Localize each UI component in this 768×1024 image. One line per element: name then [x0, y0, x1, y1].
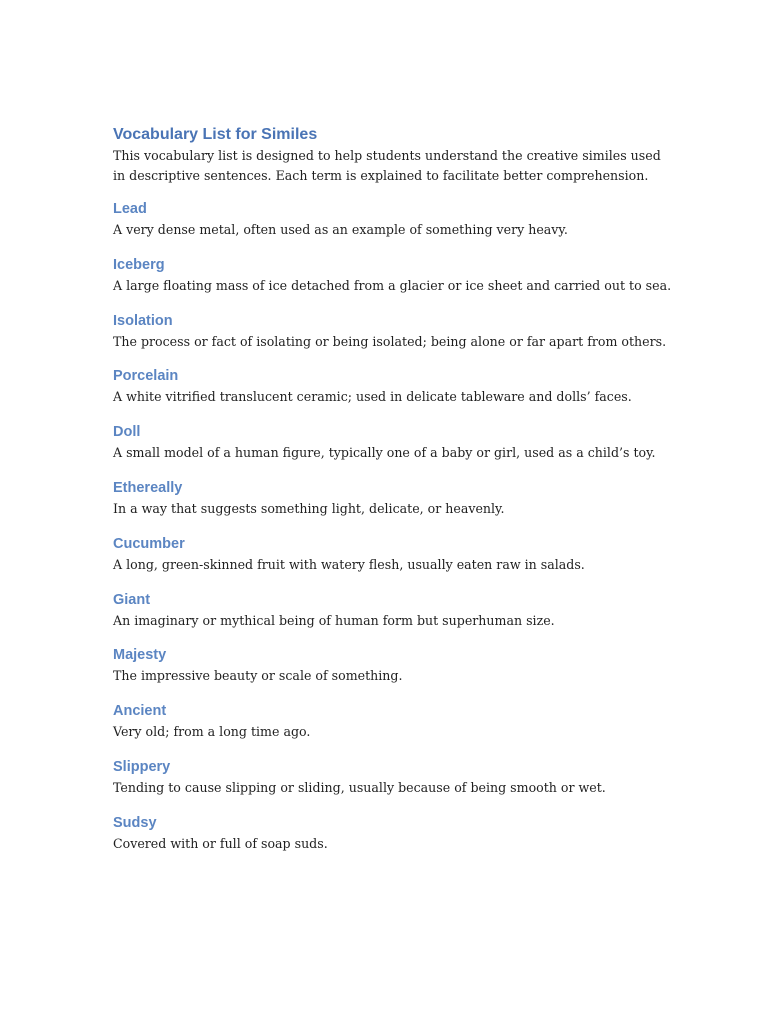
vocab-definition: A large floating mass of ice detached from a glacier or ice sheet and carried out to sea. — [113, 277, 672, 293]
vocab-definition: A very dense metal, often used as an example of something very heavy. — [113, 222, 568, 237]
vocab-term: Slippery — [113, 758, 171, 775]
vocab-definition: In a way that suggests something light, delicate, or heavenly. — [113, 500, 505, 516]
vocab-definition: Tending to cause slipping or sliding, usually because of being smooth or wet. — [113, 779, 606, 795]
vocab-term: Majesty — [113, 647, 167, 664]
vocab-definition: A small model of a human figure, typically one of a baby or girl, used as a child’s toy. — [113, 445, 656, 461]
vocab-term: Giant — [113, 591, 151, 608]
vocab-term: Sudsy — [113, 814, 157, 831]
vocab-entry — [113, 365, 673, 421]
document-page — [113, 124, 673, 868]
vocab-entry — [113, 700, 673, 756]
vocab-term: Ancient — [113, 703, 167, 720]
vocab-entry — [113, 589, 673, 645]
vocab-entry — [113, 477, 673, 533]
vocab-term: Isolation — [113, 312, 173, 329]
vocab-term: Ethereally — [113, 479, 183, 496]
vocab-term: Cucumber — [113, 535, 185, 552]
vocab-entry — [113, 756, 673, 812]
vocab-entry — [113, 533, 673, 589]
vocab-definition: Very old; from a long time ago. — [113, 724, 311, 740]
vocab-definition: The impressive beauty or scale of something. — [113, 668, 403, 684]
vocab-term: Iceberg — [113, 256, 165, 273]
vocab-entry — [113, 644, 673, 700]
vocab-entry — [113, 254, 673, 310]
intro-paragraph: This vocabulary list is designed to help students understand the creative similes used in descriptive sentences. Each term is explained to facilitate better comprehension. — [113, 148, 661, 183]
vocab-entry — [113, 421, 673, 477]
vocab-entry — [113, 310, 673, 366]
vocab-entry — [113, 198, 673, 254]
vocab-definition: An imaginary or mythical being of human form but superhuman size. — [113, 612, 555, 628]
vocab-term: Doll — [113, 424, 141, 441]
vocab-term: Lead — [113, 201, 147, 217]
vocab-definition: A long, green-skinned fruit with watery flesh, usually eaten raw in salads. — [113, 556, 585, 572]
vocab-definition: The process or fact of isolating or being isolated; being alone or far apart from others. — [113, 333, 667, 349]
vocab-definition: A white vitrified translucent ceramic; used in delicate tableware and dolls’ faces. — [113, 389, 632, 405]
vocab-term: Porcelain — [113, 368, 179, 385]
document-title: Vocabulary List for Similes — [113, 126, 318, 143]
vocab-entry — [113, 812, 673, 868]
vocab-definition: Covered with or full of soap suds. — [113, 835, 328, 851]
